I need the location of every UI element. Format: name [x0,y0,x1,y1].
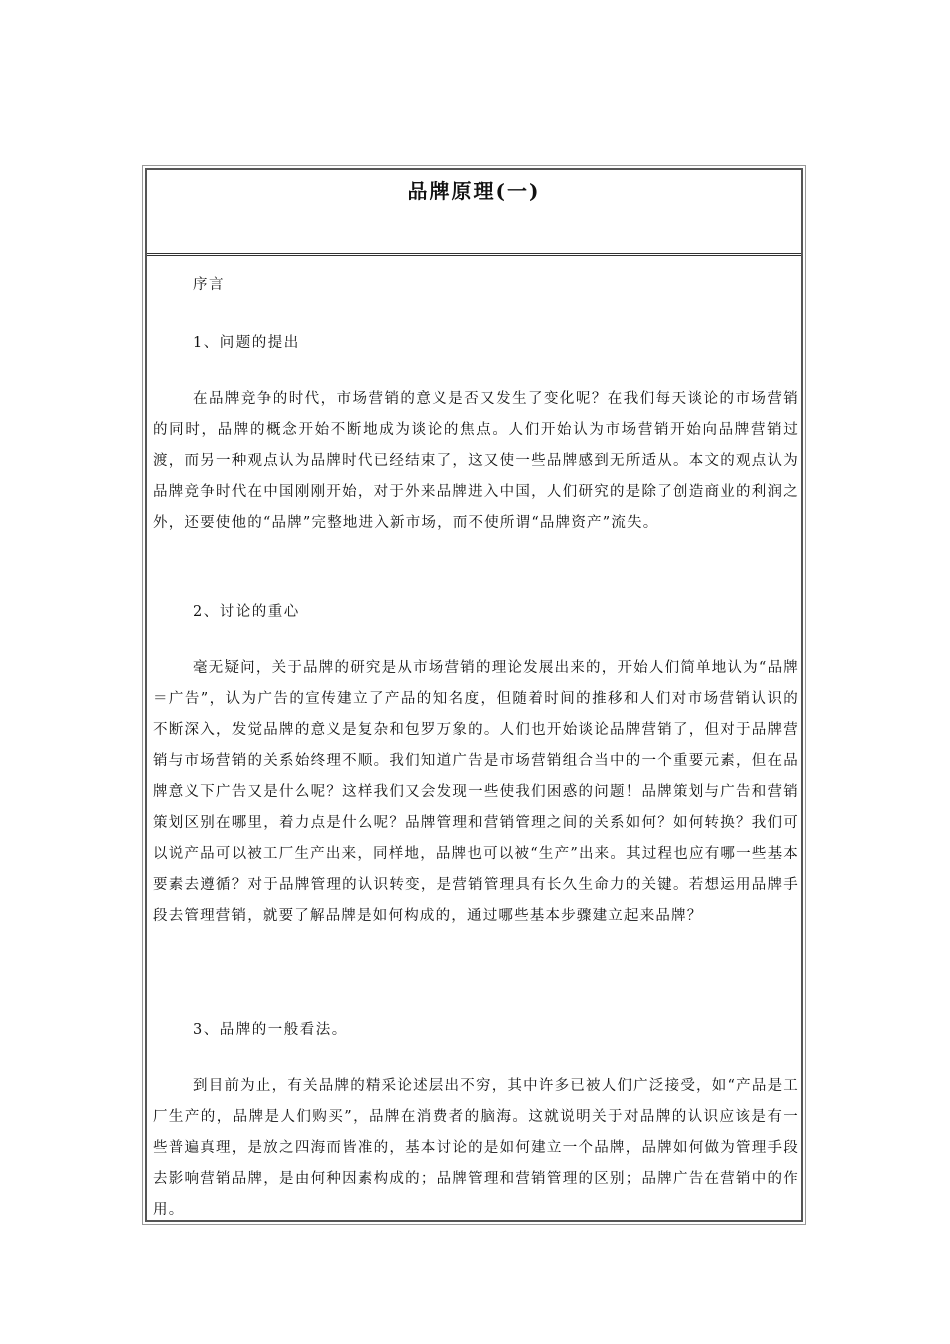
title-box [147,170,801,256]
preface-heading: 序言 [193,277,225,293]
section-2-heading: 2、讨论的重心 [193,604,300,620]
section-1-paragraph: 在品牌竞争的时代，市场营销的意义是否又发生了变化呢？在我们每天谈论的市场营销的同时，品牌的概念开始不断地成为谈论的焦点。人们开始认为市场营销开始向品牌营销过渡，而另一种观点认为品牌时代已经结束了，这又使一些品牌感到无所适从。本文的观点认为品牌竞争时代在中国刚刚开始，对于外来品牌进入中国，人们研究的是除了创造商业的利润之外，还要使他的“品牌”完整地进入新市场，而不使所谓“品牌资产”流失。 [153,391,799,531]
section-3-paragraph: 到目前为止，有关品牌的精采论述层出不穷，其中许多已被人们广泛接受，如“产品是工厂生产的，品牌是人们购买”，品牌在消费者的脑海。这就说明关于对品牌的认识应该是有一些普遍真理，是放之四海而皆准的，基本讨论的是如何建立一个品牌，品牌如何做为管理手段去影响营销品牌，是由何种因素构成的；品牌管理和营销管理的区别；品牌广告在营销中的作用。 [153,1078,799,1218]
section-3-heading: 3、品牌的一般看法。 [193,1022,348,1038]
document-frame [145,168,803,1222]
section-2-paragraph: 毫无疑问，关于品牌的研究是从市场营销的理论发展出来的，开始人们简单地认为“品牌＝广告”，认为广告的宣传建立了产品的知名度，但随着时间的推移和人们对市场营销认识的不断深入，发觉品牌的意义是复杂和包罗万象的。人们也开始谈论品牌营销了，但对于品牌营销与市场营销的关系始终理不顺。我们知道广告是市场营销组合当中的一个重要元素，但在品牌意义下广告又是什么呢？这样我们又会发现一些使我们困惑的问题！品牌策划与广告和营销策划区别在哪里，着力点是什么呢？品牌管理和营销管理之间的关系如何？如何转换？我们可以说产品可以被工厂生产出来，同样地，品牌也可以被“生产”出来。其过程也应有哪一些基本要素去遵循？对于品牌管理的认识转变，是营销管理具有长久生命力的关键。若想运用品牌手段去管理营销，就要了解品牌是如何构成的，通过哪些基本步骤建立起来品牌？ [153,660,799,924]
document-title: 品牌原理(一) [407,179,541,203]
section-1-heading: 1、问题的提出 [193,335,300,351]
